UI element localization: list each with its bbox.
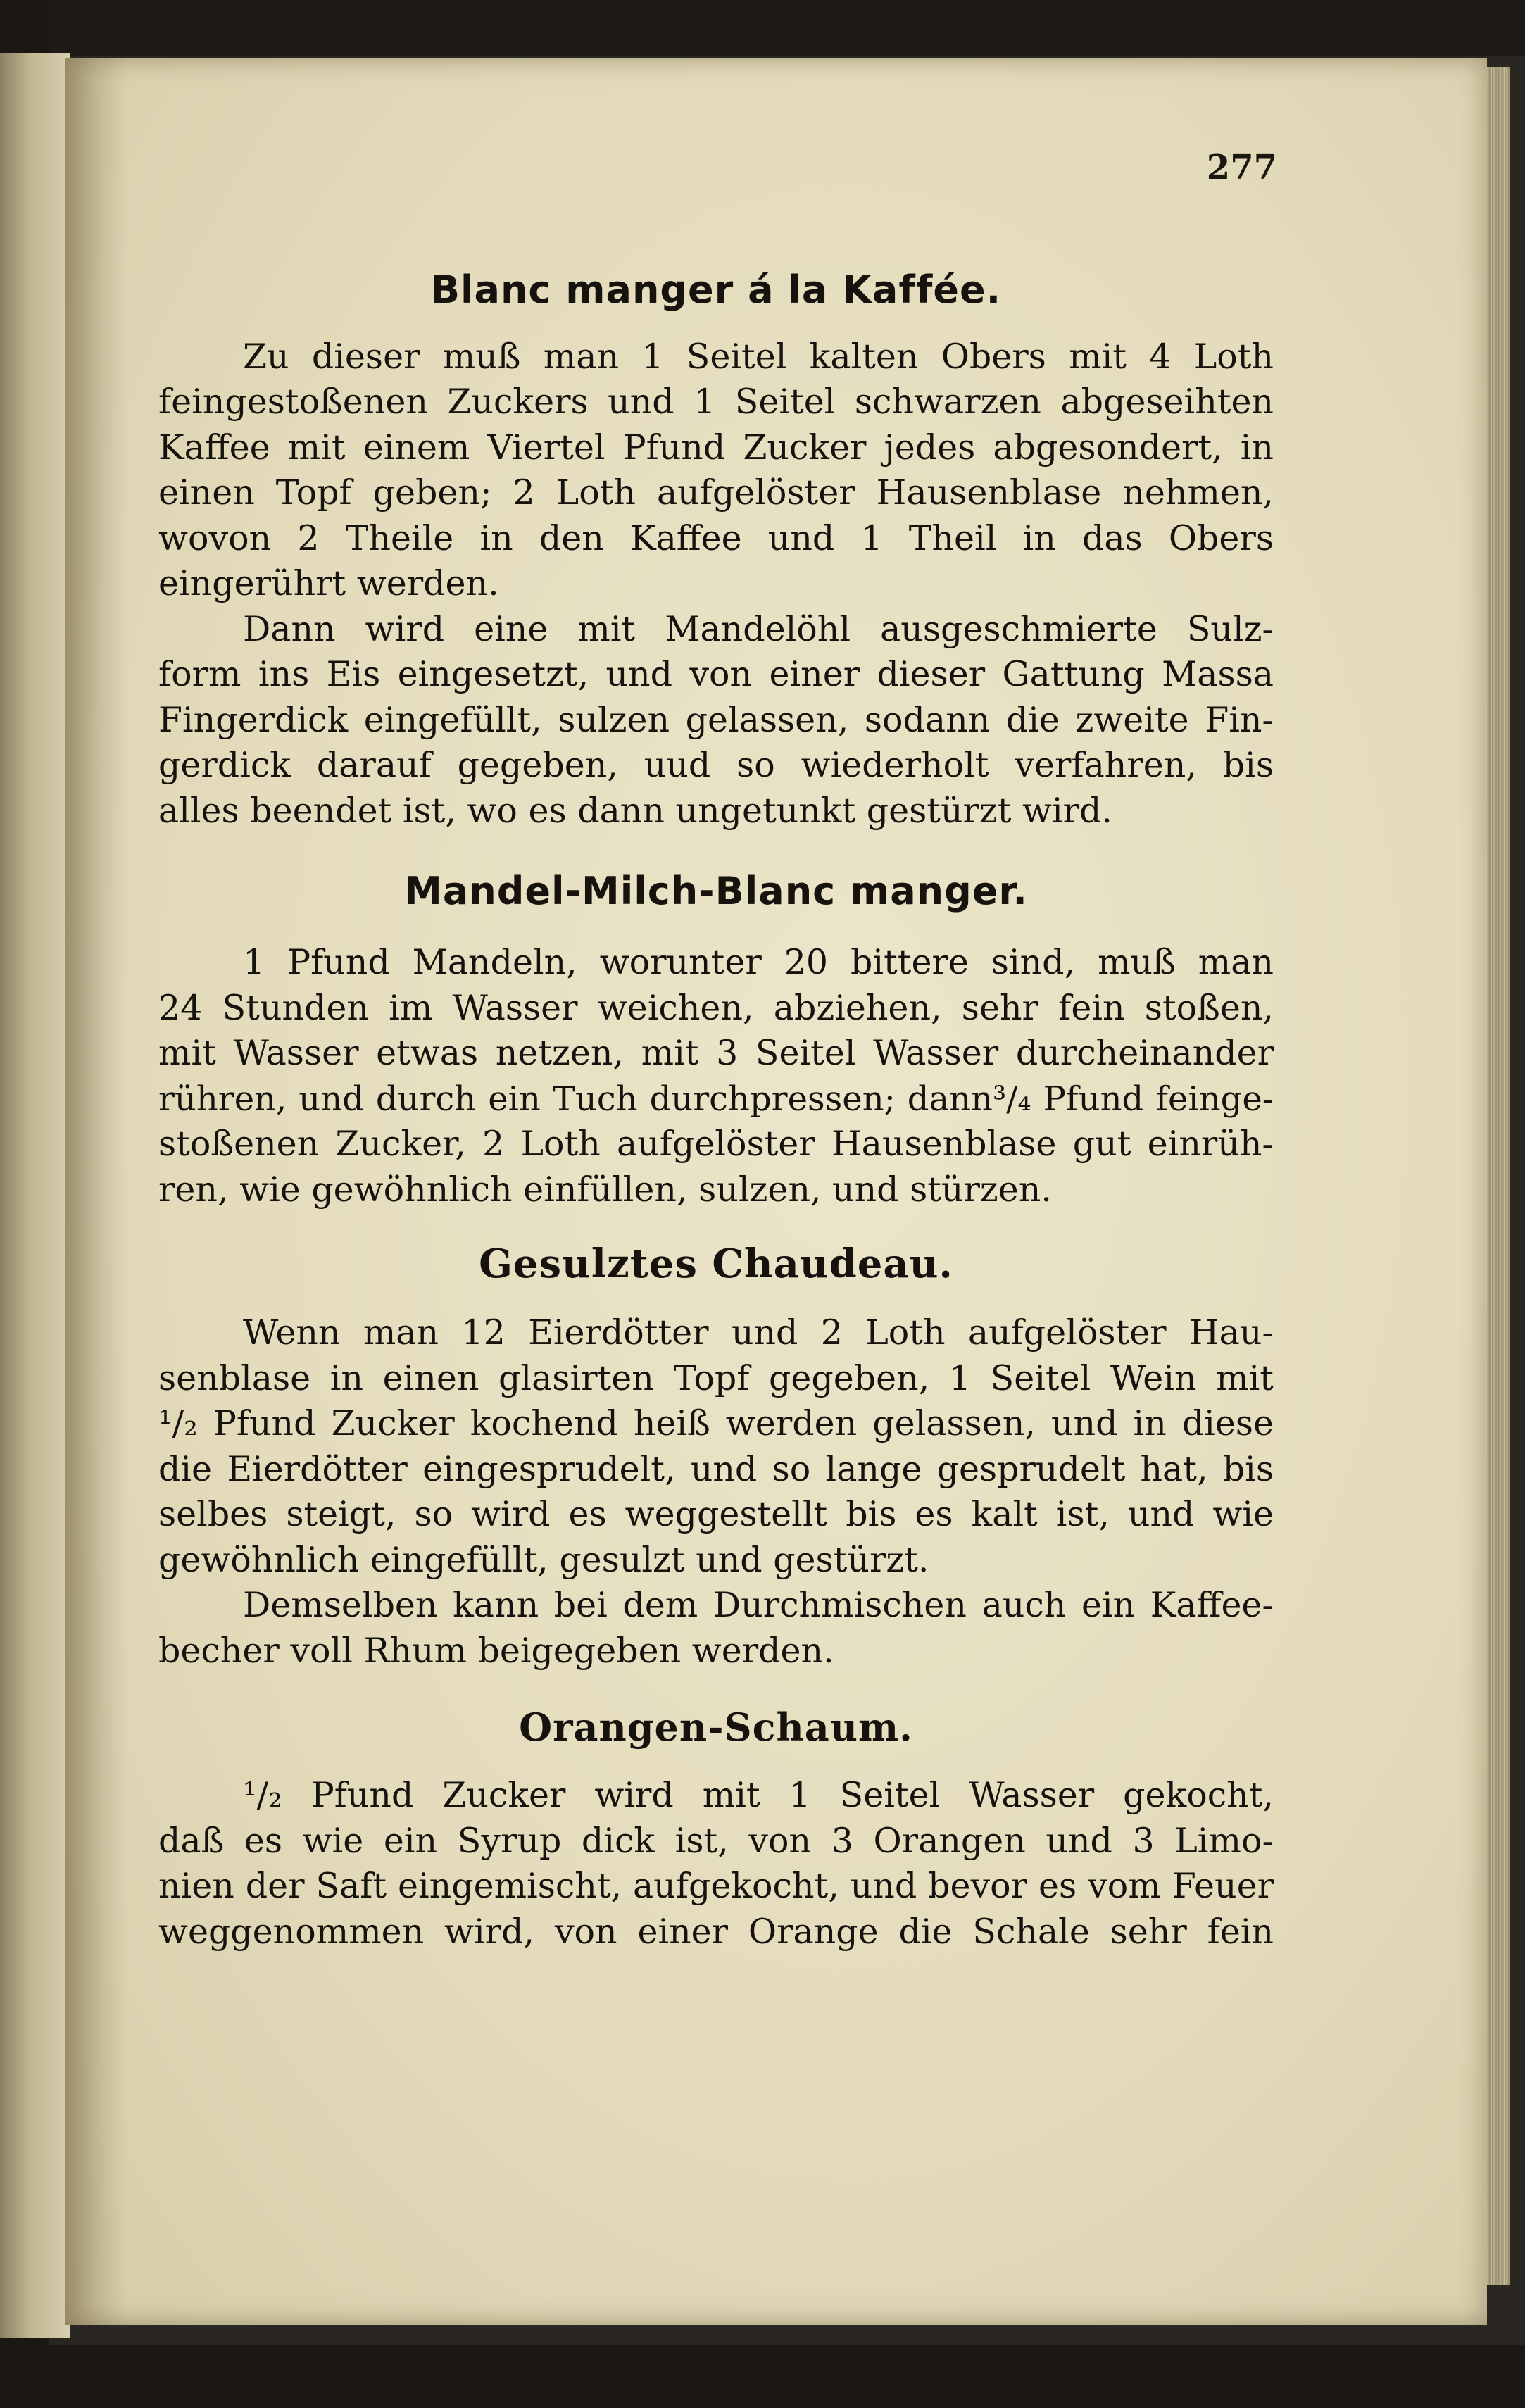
text-line: einen Topf geben; 2 Loth aufgelöster Hausenblase nehmen, (158, 472, 1274, 513)
text-line: senblase in einen glasirten Topf gegeben, 1 Seitel Wein mit (158, 1357, 1274, 1398)
text-line: mit Wasser etwas netzen, mit 3 Seitel Wasser durcheinander (158, 1033, 1274, 1074)
paragraph (158, 1583, 1274, 1674)
text-line: 1 Pfund Mandeln, worunter 20 bittere sind, muß man (243, 942, 1274, 983)
recipe-text (158, 268, 1274, 1955)
text-line: Dann wird eine mit Mandelöhl ausgeschmierte Sulz- (243, 608, 1274, 649)
text-line: form ins Eis eingesetzt, und von einer dieser Gattung Massa (158, 654, 1274, 695)
text-line: ¹/₂ Pfund Zucker wird mit 1 Seitel Wasser gekocht, (243, 1775, 1274, 1816)
text-line: feingestoßenen Zuckers und 1 Seitel schwarzen abgeseihten (158, 382, 1274, 422)
paragraph (158, 1310, 1274, 1583)
text-line: ¹/₂ Pfund Zucker kochend heiß werden gelassen, und in diese (158, 1403, 1274, 1444)
text-line: alles beendet ist, wo es dann ungetunkt gestürzt wird. (158, 790, 1112, 831)
scan-background-top (0, 0, 1525, 56)
text-line: ren, wie gewöhnlich einfüllen, sulzen, und stürzen. (158, 1169, 1052, 1210)
facing-page-edge (0, 53, 70, 2338)
text-line: selbes steigt, so wird es weggestellt bis es kalt ist, und wie (158, 1494, 1274, 1535)
text-line: wovon 2 Theile in den Kaffee und 1 Theil in das Obers (158, 518, 1274, 558)
page-number: 277 (1206, 148, 1277, 187)
text-line: eingerührt werden. (158, 563, 499, 604)
page-gutter-shadow (65, 58, 128, 2325)
text-line: Wenn man 12 Eierdötter und 2 Loth aufgelöster Hau- (243, 1312, 1274, 1353)
section-heading-orangen-schaum: Orangen-Schaum. (519, 1705, 913, 1750)
section-heading-gesulztes-chaudeau: Gesulztes Chaudeau. (479, 1241, 953, 1288)
text-line: stoßenen Zucker, 2 Loth aufgelöster Hausenblase gut einrüh- (158, 1124, 1274, 1165)
text-line: Demselben kann bei dem Durchmischen auch ein Kaffee- (243, 1585, 1274, 1626)
text-line: daß es wie ein Syrup dick ist, von 3 Orangen und 3 Limo- (158, 1820, 1274, 1861)
text-line: gerdick darauf gegeben, uud so wiederholt verfahren, bis (158, 745, 1274, 786)
section-heading-mandel-milch-blanc-manger: Mandel-Milch-Blanc manger. (404, 869, 1028, 914)
text-line: Fingerdick eingefüllt, sulzen gelassen, sodann die zweite Fin- (158, 699, 1274, 740)
text-line: Kaffee mit einem Viertel Pfund Zucker jedes abgesondert, in (158, 427, 1274, 468)
paragraph (158, 334, 1274, 607)
paragraph (158, 940, 1274, 1212)
text-line: rühren, und durch ein Tuch durchpressen; dann³/₄ Pfund feinge- (158, 1079, 1274, 1119)
text-line: becher voll Rhum beigegeben werden. (158, 1630, 834, 1671)
scan-background-bottom (0, 2345, 1525, 2408)
text-line: Zu dieser muß man 1 Seitel kalten Obers mit 4 Loth (243, 336, 1274, 377)
text-line: gewöhnlich eingefüllt, gesulzt und gestürzt. (158, 1539, 929, 1580)
paragraph (158, 1773, 1274, 1955)
text-line: nien der Saft eingemischt, aufgekocht, und bevor es vom Feuer (158, 1866, 1274, 1907)
text-line: die Eierdötter eingesprudelt, und so lange gesprudelt hat, bis (158, 1448, 1274, 1489)
text-line: weggenommen wird, von einer Orange die Schale sehr fein (158, 1911, 1274, 1952)
paragraph (158, 607, 1274, 834)
section-heading-blanc-manger-kaffee: Blanc manger á la Kaffée. (430, 268, 1002, 312)
text-line: 24 Stunden im Wasser weichen, abziehen, sehr fein stoßen, (158, 987, 1274, 1028)
